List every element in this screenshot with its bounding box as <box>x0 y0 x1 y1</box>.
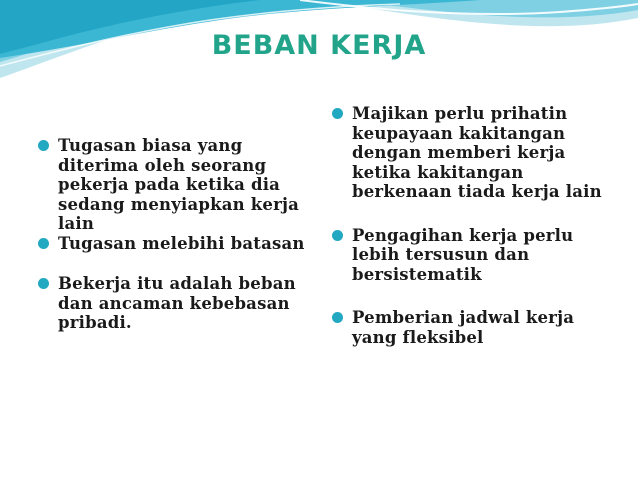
bullet-text: Pengagihan kerja perlu lebih tersusun dan bersistematik <box>352 225 574 284</box>
bullet-item <box>330 104 620 202</box>
left-column <box>36 136 321 333</box>
bullet-dot-icon <box>332 312 343 323</box>
bullet-dot-icon <box>38 238 49 249</box>
bullet-item <box>330 226 620 285</box>
bullet-dot-icon <box>38 278 49 289</box>
bullet-text: Tugasan biasa yang diterima oleh seorang pekerja pada ketika dia sedang menyiapkan kerja lain <box>58 136 300 233</box>
bullet-text: Pemberian jadwal kerja yang fleksibel <box>352 308 575 347</box>
bullet-text: Tugasan melebihi batasan <box>58 233 305 253</box>
bullet-dot-icon <box>332 230 343 241</box>
slide-title: BEBAN KERJA <box>211 30 427 61</box>
bullet-item <box>36 234 321 254</box>
bullet-item <box>36 274 321 333</box>
bullet-text: Majikan perlu prihatin keupayaan kakitangan dengan memberi kerja ketika kakitangan berkenaan tiada kerja lain <box>352 104 602 201</box>
bullet-dot-icon <box>332 108 343 119</box>
right-column <box>330 104 620 347</box>
bullet-text: Bekerja itu adalah beban dan ancaman kebebasan pribadi. <box>58 274 296 332</box>
bullet-dot-icon <box>38 140 49 151</box>
bullet-item <box>36 136 321 234</box>
bullet-item <box>330 308 620 347</box>
